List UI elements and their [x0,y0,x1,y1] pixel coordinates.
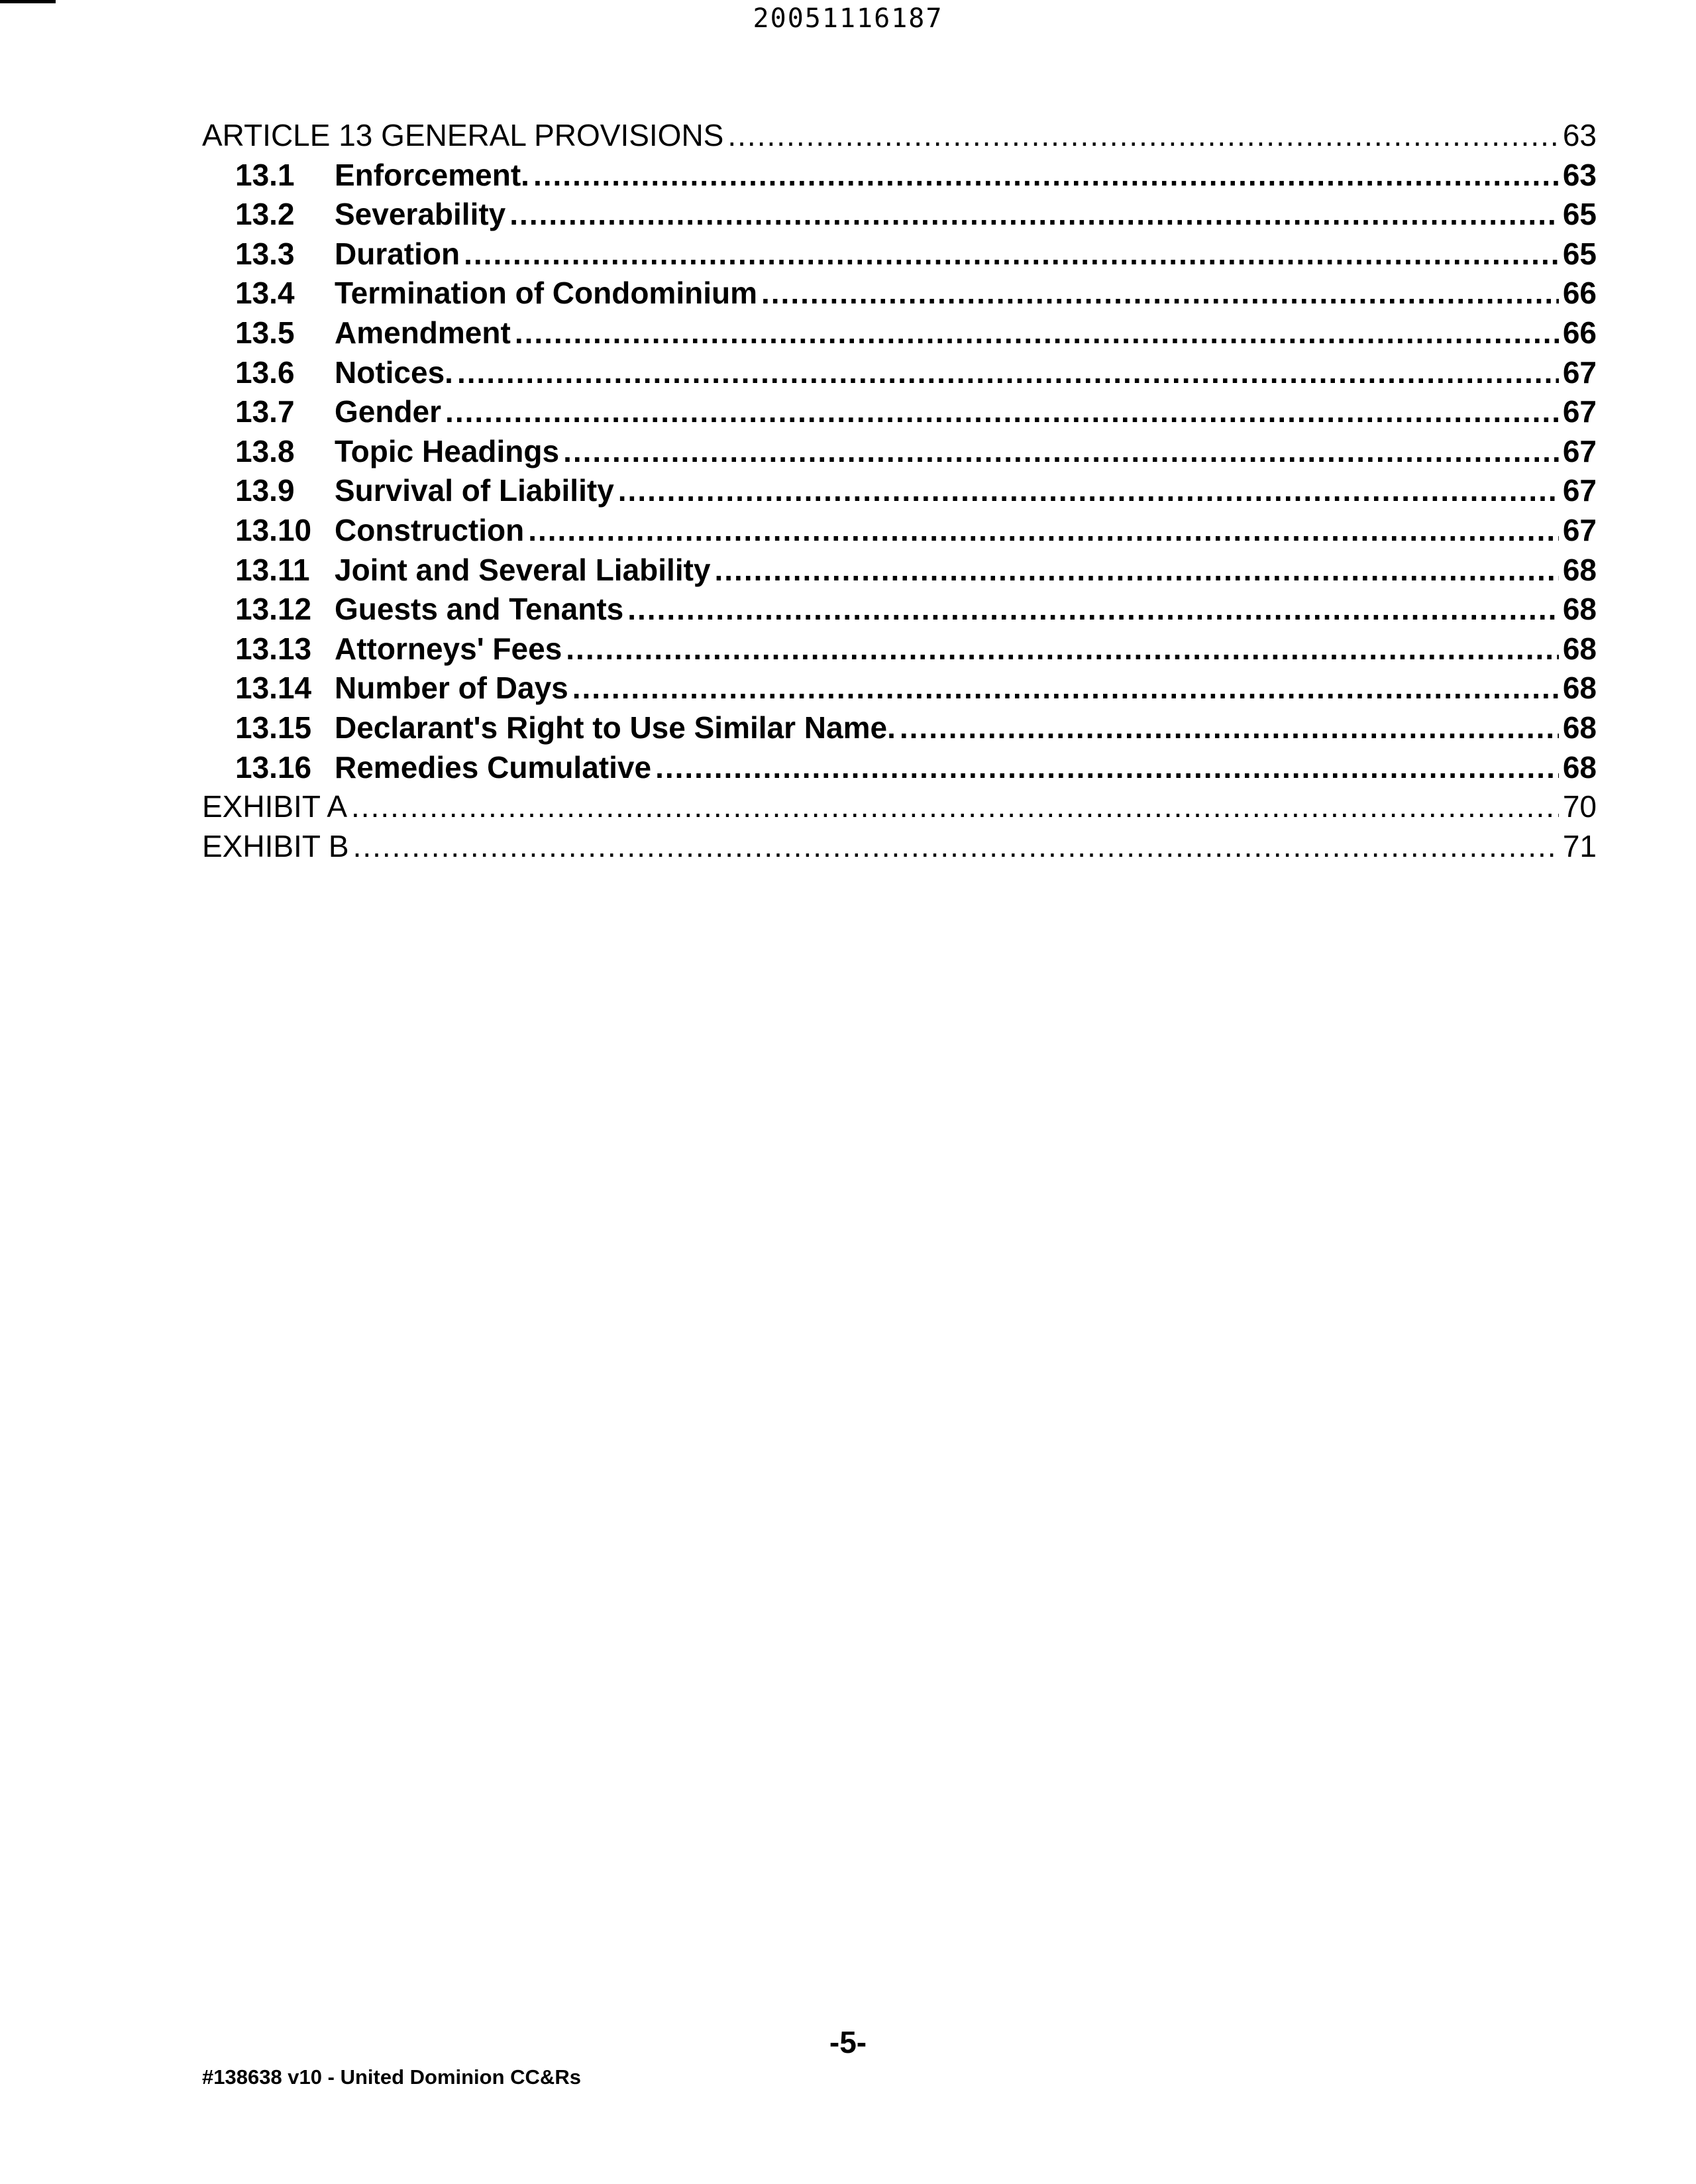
toc-leader [761,274,1559,313]
page-number: -5- [829,2025,867,2059]
toc-section-13-7 [202,392,1597,432]
toc-section-title: Attorneys' Fees [335,631,562,666]
toc-exhibit-title: EXHIBIT B [202,828,349,863]
toc-section-number: 13.16 [235,749,312,785]
document-id-footer: #138638 v10 - United Dominion CC&Rs [202,2065,581,2089]
toc-section-title: Severability [335,197,506,232]
toc-leader [900,708,1559,748]
toc-section-13-5 [202,313,1597,353]
toc-section-number: 13.8 [235,433,295,468]
toc-article-13 [202,116,1597,156]
toc-section-title: Termination of Condominium [335,276,757,311]
toc-leader [351,787,1559,827]
toc-page-number: 70 [1562,789,1597,824]
toc-section-number: 13.1 [235,157,295,192]
toc-section-13-9 [202,471,1597,511]
toc-page-number: 63 [1562,157,1597,192]
toc-page-number: 67 [1562,394,1597,429]
toc-section-number: 13.4 [235,276,295,311]
toc-section-title: Remedies Cumulative [335,749,652,785]
toc-leader [727,116,1558,156]
toc-exhibit-title: EXHIBIT A [202,789,348,824]
toc-section-13-15 [202,708,1597,748]
toc-leader [509,195,1559,235]
toc-leader [515,313,1559,353]
toc-section-13-3 [202,235,1597,274]
toc-section-number: 13.11 [235,552,310,587]
toc-section-number: 13.14 [235,671,312,706]
toc-leader [627,590,1559,629]
toc-page-number: 67 [1562,433,1597,468]
toc-section-number: 13.3 [235,236,295,271]
toc-page-number: 68 [1562,592,1597,627]
toc-page-number: 68 [1562,631,1597,666]
toc-page-number: 63 [1562,118,1597,152]
toc-section-number: 13.5 [235,315,295,350]
toc-section-13-1 [202,156,1597,195]
toc-leader [563,432,1559,472]
document-number: 20051116187 [753,3,943,34]
toc-exhibit-b [202,827,1597,867]
toc-section-title: Construction [335,512,525,547]
toc-page-number: 65 [1562,197,1597,232]
toc-section-13-14 [202,669,1597,708]
toc-section-number: 13.9 [235,473,295,508]
toc-leader [528,511,1559,551]
toc-section-title: Topic Headings [335,433,560,468]
toc-leader [533,156,1559,195]
toc-section-title: Notices. [335,355,453,390]
toc-page-number: 68 [1562,710,1597,745]
toc-leader [572,669,1559,708]
toc-section-number: 13.2 [235,197,295,232]
toc-section-13-2 [202,195,1597,235]
toc-section-title: Declarant's Right to Use Similar Name. [335,710,896,745]
toc-leader [655,748,1559,788]
toc-section-number: 13.15 [235,710,312,745]
toc-section-13-16 [202,748,1597,788]
toc-section-13-12 [202,590,1597,629]
table-of-contents [202,116,1597,866]
toc-section-title: Number of Days [335,671,568,706]
toc-page-number: 71 [1562,828,1597,863]
toc-page-number: 67 [1562,512,1597,547]
toc-section-13-8 [202,432,1597,472]
toc-section-number: 13.13 [235,631,312,666]
toc-leader [464,235,1559,274]
toc-page-number: 66 [1562,276,1597,311]
toc-page-number: 65 [1562,236,1597,271]
toc-leader [445,392,1559,432]
toc-section-number: 13.10 [235,512,312,547]
toc-section-13-6 [202,353,1597,393]
toc-section-title: Gender [335,394,442,429]
toc-section-title: Enforcement. [335,157,529,192]
toc-section-title: Duration [335,236,460,271]
toc-page-number: 67 [1562,473,1597,508]
toc-section-13-10 [202,511,1597,551]
toc-section-number: 13.6 [235,355,295,390]
toc-leader [715,551,1559,590]
toc-section-title: Survival of Liability [335,473,614,508]
toc-section-title: Guests and Tenants [335,592,624,627]
toc-page-number: 66 [1562,315,1597,350]
toc-section-title: Amendment [335,315,511,350]
toc-leader [457,353,1559,393]
toc-section-13-13 [202,629,1597,669]
toc-page-number: 68 [1562,749,1597,785]
toc-page-number: 68 [1562,671,1597,706]
toc-section-number: 13.12 [235,592,312,627]
toc-section-number: 13.7 [235,394,295,429]
toc-section-13-4 [202,274,1597,313]
toc-leader [353,827,1559,867]
toc-page-number: 68 [1562,552,1597,587]
toc-page-number: 67 [1562,355,1597,390]
toc-leader [566,629,1559,669]
toc-article-title: ARTICLE 13 GENERAL PROVISIONS [202,118,724,152]
toc-leader [618,471,1559,511]
toc-section-title: Joint and Several Liability [335,552,711,587]
toc-exhibit-a [202,787,1597,827]
toc-section-13-11 [202,551,1597,590]
